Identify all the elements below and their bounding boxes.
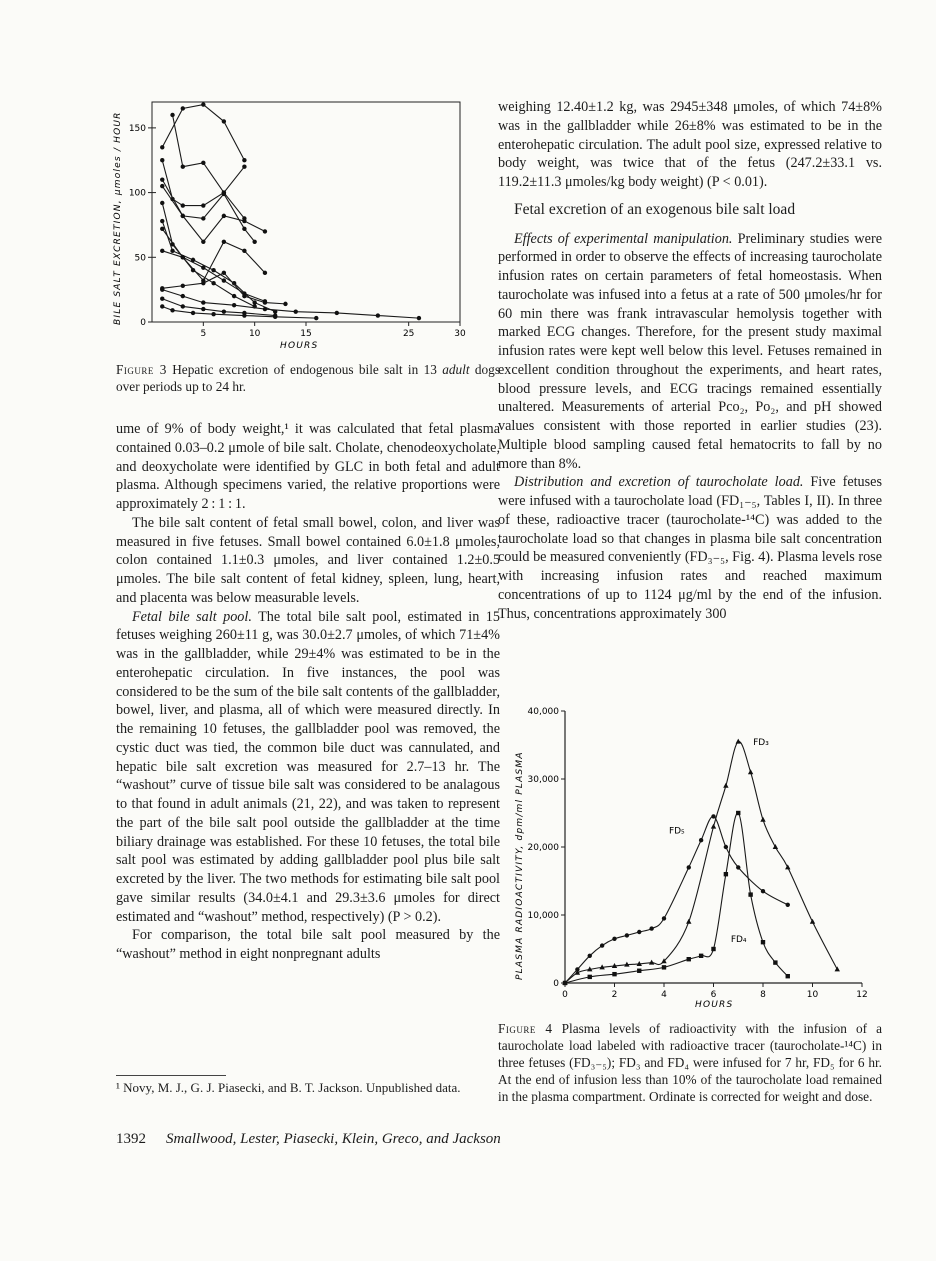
data-point [786, 974, 790, 978]
fig3-xlabel: HOURS [280, 341, 319, 351]
axes [565, 711, 862, 983]
y-tick-label: 0 [553, 979, 559, 989]
page-number: 1392 [116, 1131, 146, 1147]
data-point [335, 311, 339, 315]
data-point [711, 824, 716, 829]
series-line-2 [565, 816, 788, 983]
data-point [736, 811, 740, 815]
data-point [662, 965, 666, 969]
y-tick-label: 50 [134, 253, 146, 264]
data-point [686, 919, 691, 924]
data-point [211, 312, 215, 316]
y-tick-label: 10,000 [527, 911, 559, 921]
data-point [649, 960, 654, 965]
series-line-1 [162, 105, 244, 161]
data-point [252, 300, 256, 304]
data-point [242, 165, 246, 169]
data-point [201, 265, 205, 269]
data-point [232, 294, 236, 298]
data-point [835, 966, 840, 971]
right-paragraph-1: weighing 12.40±1.2 kg, was 2945±348 μmoles, of which 74±8% was in the gallbladder while 26±8% was estimated to be in the enterohepatic circulation. The adult pool size, expressed relative to body weight, was twice that of the fetus (247.2±33.1 vs. 119.2±11.3 μmoles/kg body weight) (P < 0.01). [498, 99, 882, 190]
data-point [201, 300, 205, 304]
data-point [201, 307, 205, 311]
data-point [761, 889, 765, 893]
data-point [785, 864, 790, 869]
left-paragraph-2: The bile salt content of fetal small bowel, colon, and liver was measured in five fetuses. Small bowel contained 6.0±1.8 μmoles, colon contained 1.1±0.3 μmoles, and liver contained 1.2±0.5 μmoles. The bile salt content of fetal kidney, spleen, lung, heart, and placenta was below measurable levels. [116, 514, 500, 606]
data-point [242, 158, 246, 162]
data-point [181, 294, 185, 298]
data-point [201, 216, 205, 220]
data-point [201, 102, 205, 106]
running-authors: Smallwood, Lester, Piasecki, Klein, Greco, and Jackson [166, 1131, 501, 1147]
distribution-heading: Distribution and excretion of taurocholate load. [514, 474, 804, 491]
left-paragraph-3-text: The total bile salt pool, estimated in 15 fetuses weighing 260±11 g, was 30.0±2.7 μmoles, of which 71±4% was in the gallbladder, while 29±4% was estimated to be in the enterohepatic circulation. In five instances, the pool was considered to be the sum of the bile salt contents of the gallbladder, bowel, liver, and plasma, all of which were measured directly. In the remaining 10 fetuses, the gallbladder pool was removed, the cystic duct was tied, the common bile duct was cannulated, and hepatic bile salt excretion was measured for 2.7–13 hr. The “washout” curve of tissue bile salt was considered to be analagous to that found in adult animals (21, 22), and was taken to represent the part of the bile salt pool outside the gallbladder at the time biliary drainage was established. For these 10 fetuses, the total bile salt pool was estimated by adding gallbladder pool plus bile salt excreted by the liver. The two methods for estimating bile salt pool gave similar results (34.0±4.1 and 29.3±3.6 μmoles for direct estimated and “washout” method, respectively) (P > 0.2). [116, 608, 500, 925]
data-point [376, 313, 380, 317]
fig3-ylabel: BILE SALT EXCRETION, μmoles / HOUR [113, 111, 123, 325]
data-point [191, 311, 195, 315]
x-tick-label: 30 [454, 329, 466, 339]
data-point [232, 303, 236, 307]
series-line-10 [162, 273, 285, 304]
data-point [748, 769, 753, 774]
fig3-caption-italic: adult [442, 362, 470, 377]
figure-4-chart [500, 700, 880, 1015]
data-point [786, 903, 790, 907]
page-footer [116, 1131, 501, 1148]
data-point [723, 783, 728, 788]
data-point [773, 844, 778, 849]
data-point [588, 954, 592, 958]
data-point [625, 933, 629, 937]
data-point [252, 240, 256, 244]
data-point [736, 865, 740, 869]
data-point [736, 739, 741, 744]
data-point [181, 106, 185, 110]
data-point [417, 316, 421, 320]
fig3-caption-end: dogs over periods up to 24 hr. [116, 362, 501, 394]
data-point [222, 119, 226, 123]
data-point [201, 240, 205, 244]
data-point [699, 838, 703, 842]
data-point [160, 145, 164, 149]
data-point [242, 313, 246, 317]
series-line-9 [162, 251, 265, 301]
data-point [211, 268, 215, 272]
data-point [314, 316, 318, 320]
fig4-ylabel: PLASMA RADIOACTIVITY, dpm/ml PLASMA [515, 751, 525, 980]
data-point [160, 219, 164, 223]
data-point [242, 249, 246, 253]
data-point [263, 307, 267, 311]
data-point [222, 271, 226, 275]
data-point [222, 192, 226, 196]
x-tick-label: 4 [661, 990, 667, 1000]
series-label-2: FD₅ [668, 826, 685, 837]
left-column [116, 420, 500, 964]
x-tick-label: 12 [856, 990, 868, 1000]
data-point [294, 309, 298, 313]
left-paragraph-4: For comparison, the total bile salt pool measured by the “washout” method in eight nonpregnant adults [116, 927, 500, 962]
data-point [160, 249, 164, 253]
data-point [724, 845, 728, 849]
data-point [687, 957, 691, 961]
data-point [588, 975, 592, 979]
data-point [773, 960, 777, 964]
data-point [575, 967, 579, 971]
data-point [612, 972, 616, 976]
data-point [170, 113, 174, 117]
series-label-1: FD₃ [753, 738, 769, 748]
data-point [242, 294, 246, 298]
x-tick-label: 10 [248, 329, 261, 339]
data-point [600, 943, 604, 947]
x-tick-label: 25 [402, 329, 415, 339]
data-point [211, 281, 215, 285]
y-tick-label: 150 [128, 123, 146, 134]
data-point [761, 940, 765, 944]
y-tick-label: 100 [128, 188, 146, 199]
x-tick-label: 0 [562, 990, 568, 1000]
footnote: ¹ Novy, M. J., G. J. Piasecki, and B. T. Jackson. Unpublished data. [116, 1080, 461, 1095]
fig4-caption-text: Plasma levels of radioactivity with the infusion of a taurocholate load labeled with radioactive tracer (taurocholate-¹⁴C) in three fetuses (FD₃₋₅); FD₃ and FD₄ were infused for 7 hr, FD₅ for 6 hr. At the end of infusion less than 10% of the taurocholate load remained in the plasma compartment. Ordinate is corrected for weight and dose. [498, 1021, 882, 1104]
data-point [699, 954, 703, 958]
plot-frame [152, 102, 460, 322]
data-point [160, 158, 164, 162]
series-line-6 [162, 229, 265, 281]
fetal-bile-salt-pool-heading: Fetal bile salt pool. [132, 608, 252, 625]
data-point [724, 872, 728, 876]
data-point [222, 278, 226, 282]
data-point [563, 981, 567, 985]
x-tick-label: 6 [710, 990, 717, 1000]
data-point [649, 926, 653, 930]
data-point [170, 249, 174, 253]
data-point [662, 916, 666, 920]
x-tick-label: 2 [611, 990, 618, 1000]
right-paragraph-2 [498, 230, 882, 474]
y-tick-label: 20,000 [527, 843, 559, 853]
data-point [181, 255, 185, 259]
fig4-xlabel: HOURS [695, 1000, 734, 1010]
x-tick-label: 5 [200, 329, 207, 339]
y-tick-label: 30,000 [527, 775, 559, 785]
data-point [160, 177, 164, 181]
data-point [273, 315, 277, 319]
data-point [687, 865, 691, 869]
left-paragraph-3 [116, 608, 500, 927]
right-paragraph-3 [498, 473, 882, 623]
data-point [160, 304, 164, 308]
data-point [263, 300, 267, 304]
data-point [242, 227, 246, 231]
data-point [810, 919, 815, 924]
left-paragraph-1: ume of 9% of body weight,¹ it was calculated that fetal plasma contained 0.03–0.2 μmole of bile salt. Cholate, chenodeoxycholate, and deoxycholate were identified by GLC in both fetal and adult plasma. Although specimens varied, the relative proportions were approximately 2 : 1 : 1. [116, 421, 500, 512]
data-point [222, 214, 226, 218]
data-point [263, 271, 267, 275]
data-point [170, 308, 174, 312]
data-point [222, 309, 226, 313]
right-column [498, 98, 882, 623]
right-paragraph-2-text: Preliminary studies were performed in order to observe the effects of increasing taurocholate infusion rates on certain parameters of fetal homeostasis. When taurocholate was infused into a fetus at a rate of 500 μmoles/hr for 60 min there was frank intravascular hemolysis together with marked ECG changes. Therefore, for the present study maximal infusion rates were kept well below this level. Fetuses remained in excellent condition throughout the experiments, and heart rates, blood pressure levels, and ECG tracings remained essentially unaltered. Measurements of arterial Pco₂, Po₂, and pH showed values consistent with those reported in earlier studies (23). Multiple blood sampling caused fetal hematocrits to fall by no more than 8%. [498, 230, 882, 472]
data-point [242, 219, 246, 223]
data-point [760, 817, 765, 822]
data-point [201, 203, 205, 207]
data-point [637, 930, 641, 934]
data-point [191, 268, 195, 272]
data-point [181, 214, 185, 218]
effects-heading: Effects of experimental manipulation. [514, 230, 733, 247]
series-label-3: FD₄ [730, 935, 747, 946]
data-point [160, 297, 164, 301]
section-heading: Fetal excretion of an exogenous bile salt load [514, 200, 796, 218]
data-point [181, 203, 185, 207]
x-tick-label: 8 [760, 990, 766, 1000]
data-point [160, 287, 164, 291]
data-point [612, 937, 616, 941]
fig3-caption-text: Hepatic excretion of endogenous bile salt in 13 [166, 362, 443, 377]
figure-4-caption [498, 1020, 882, 1105]
data-point [283, 302, 287, 306]
data-point [181, 284, 185, 288]
figure-3-caption [116, 361, 500, 395]
x-tick-label: 15 [300, 329, 312, 339]
fig4-caption-label: Figure 4 [498, 1021, 553, 1036]
data-point [748, 892, 752, 896]
data-point [201, 281, 205, 285]
figure-3-chart [110, 100, 470, 355]
data-point [181, 304, 185, 308]
data-point [222, 240, 226, 244]
data-point [263, 229, 267, 233]
footnote-rule [116, 1075, 226, 1076]
fig3-caption-label: Figure 3 [116, 362, 167, 377]
data-point [160, 201, 164, 205]
series-line-3 [565, 813, 788, 983]
data-point [637, 969, 641, 973]
data-point [201, 161, 205, 165]
data-point [160, 184, 164, 188]
data-point [181, 165, 185, 169]
x-tick-label: 10 [806, 990, 819, 1000]
series-line-12 [162, 299, 275, 316]
y-tick-label: 0 [140, 318, 146, 328]
right-paragraph-3-text: Five fetuses were infused with a taurocholate load (FD₁₋₅, Tables I, II). In three of these, radioactive tracer (taurocholate-¹⁴C) was added to the taurocholate load so that changes in plasma bile salt concentration could be measured conveniently (FD₃₋₅, Fig. 4). Plasma levels rose with increasing infusion rates and reached maximum concentrations of up to 1124 μg/ml by the end of the infusion. Thus, concentrations approximately 300 [498, 474, 882, 622]
data-point [160, 227, 164, 231]
y-tick-label: 40,000 [527, 707, 559, 717]
data-point [711, 947, 715, 951]
series-line-1 [565, 741, 837, 983]
data-point [711, 814, 715, 818]
series-line-4 [162, 180, 265, 242]
